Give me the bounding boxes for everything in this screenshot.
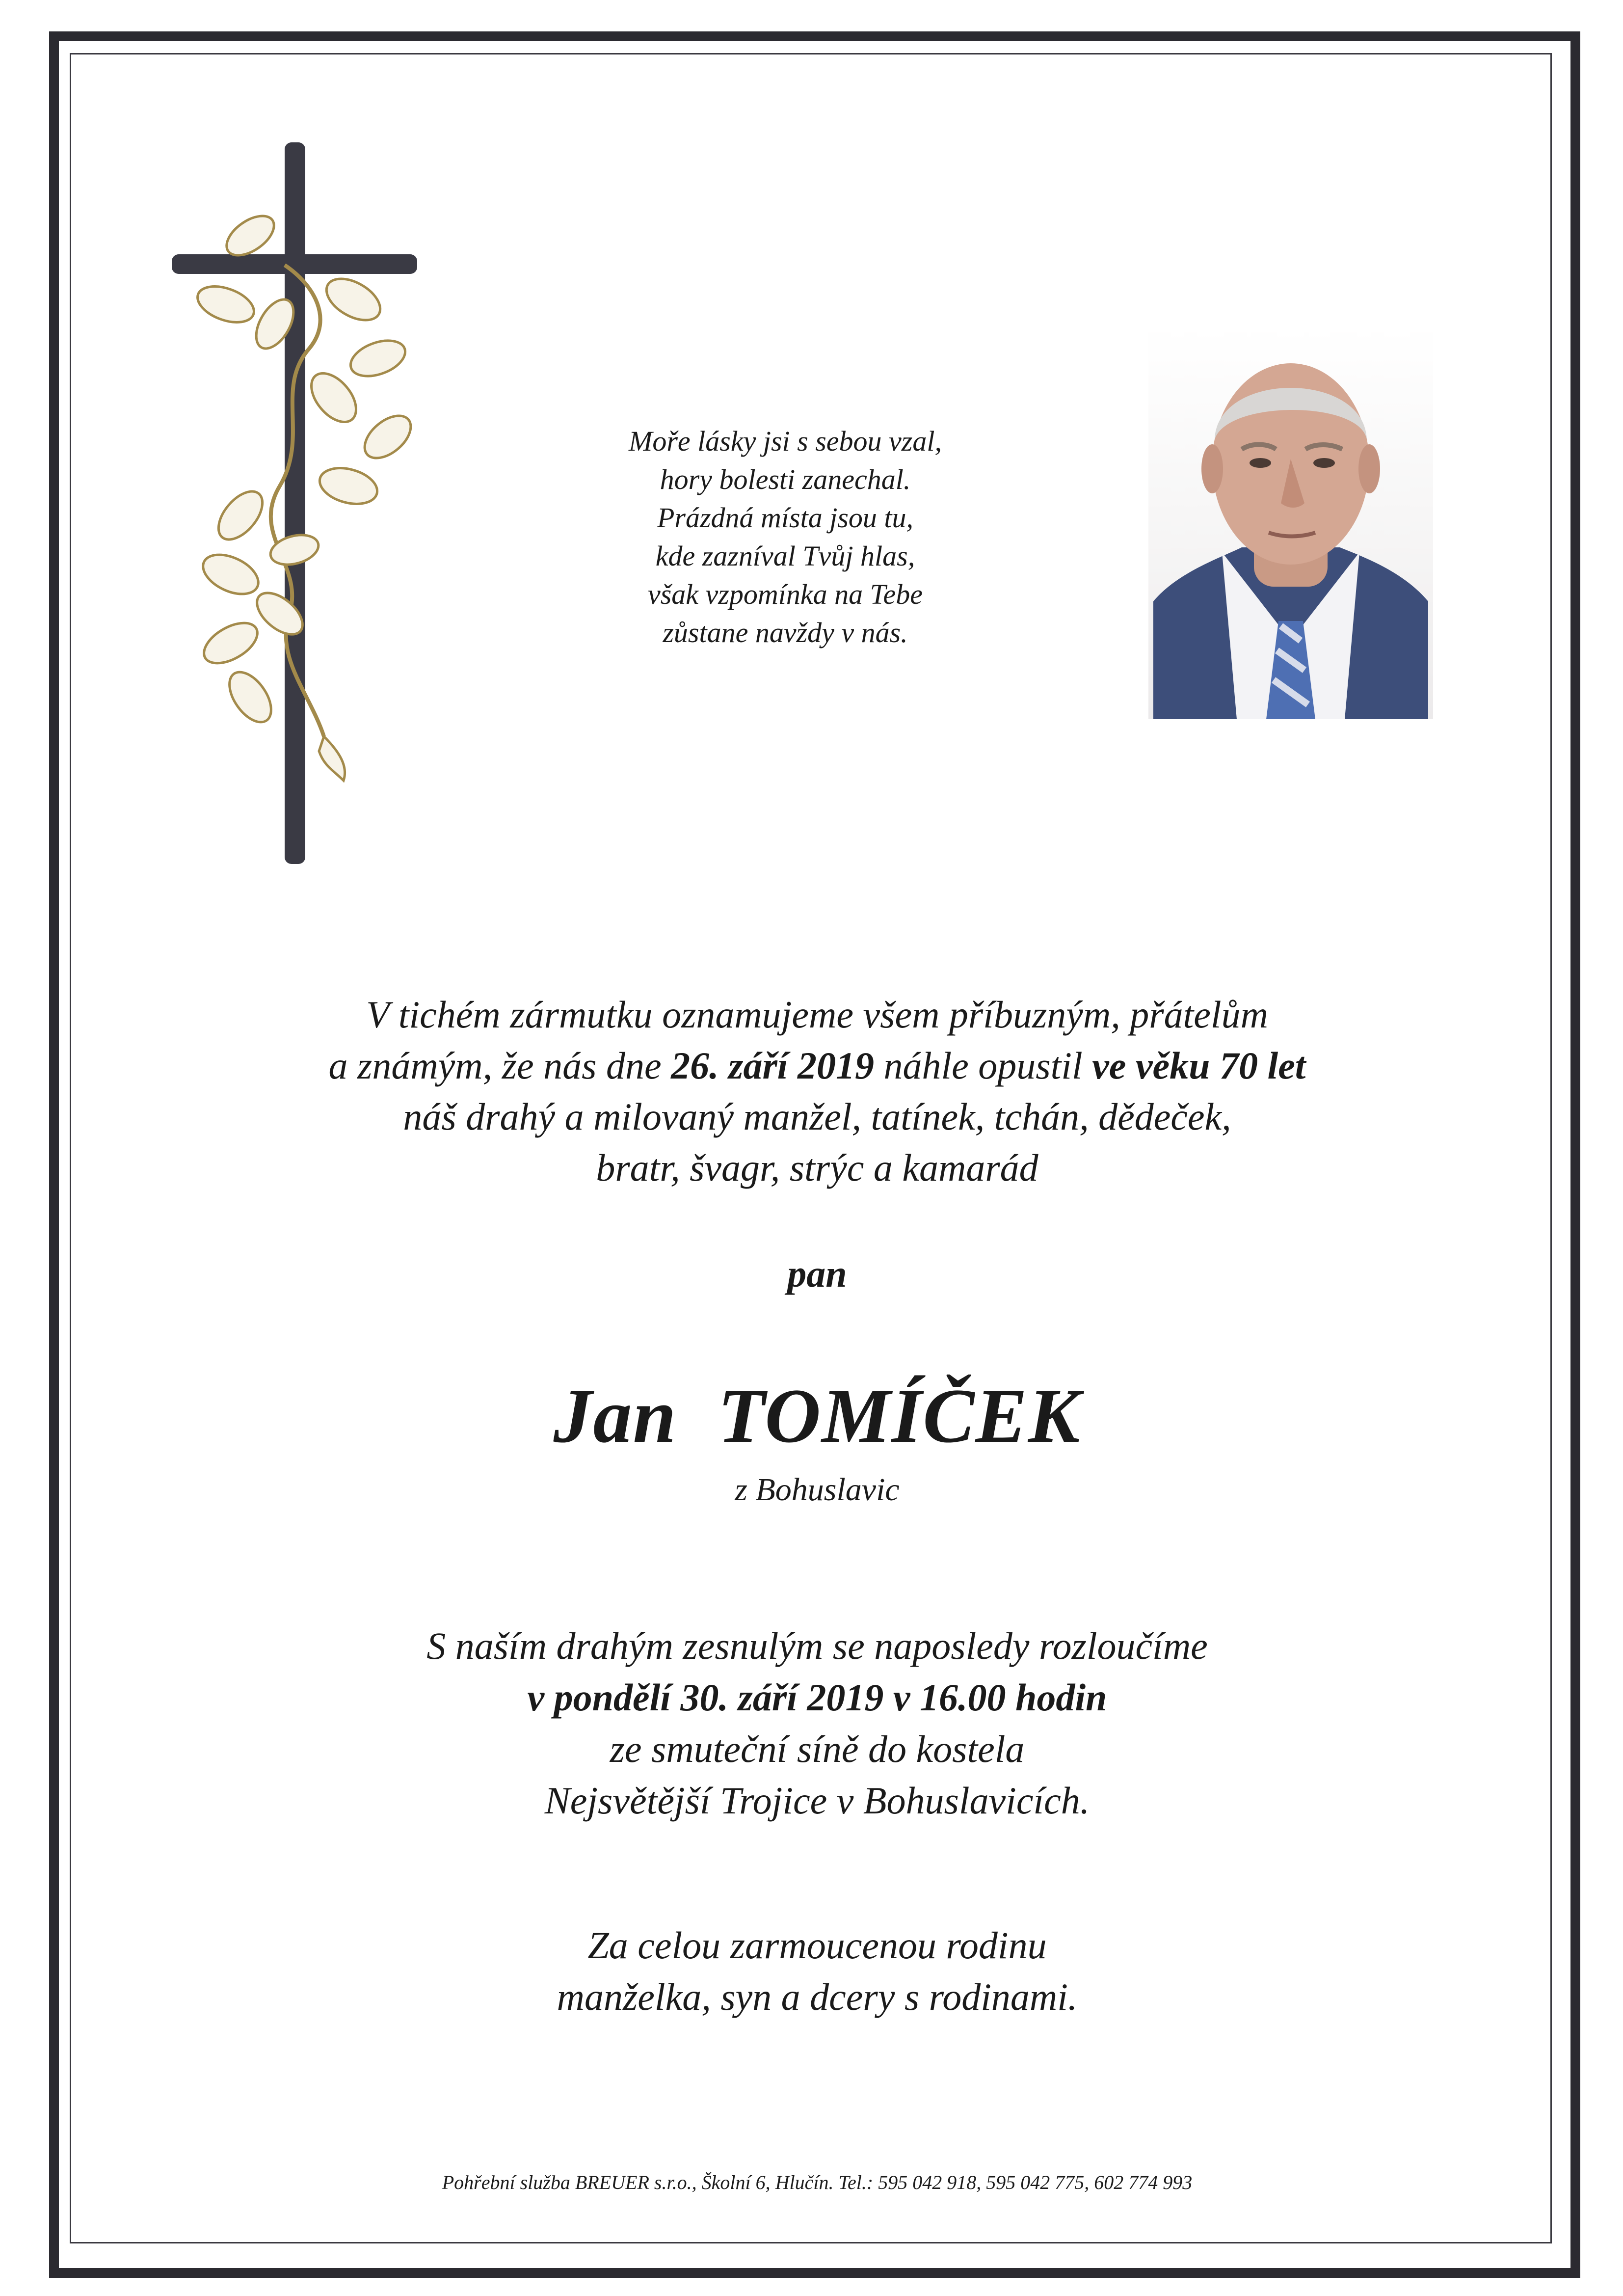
funeral-service-footer: Pohřební služba BREUER s.r.o., Školní 6, Hlučín. Tel.: 595 042 918, 595 042 775, 602 774 993 xyxy=(442,2171,1193,2193)
announcement-line-1: V tichém zármutku oznamujeme všem příbuzným, přátelům xyxy=(366,993,1268,1036)
deceased-origin: z Bohuslavic xyxy=(735,1472,900,1508)
family-line-1: Za celou zarmoucenou rodinu xyxy=(587,1924,1047,1967)
announcement-line-4: bratr, švagr, strýc a kamarád xyxy=(596,1146,1038,1189)
poem-line: Moře lásky jsi s sebou vzal, xyxy=(629,425,942,457)
funeral-date-time: v pondělí 30. září 2019 v 16.00 hodin xyxy=(527,1676,1107,1719)
announcement-line-2 xyxy=(196,1040,1438,1091)
honorific: pan xyxy=(787,1252,847,1295)
cross-with-vine-icon xyxy=(162,142,437,864)
poem-line: hory bolesti zanechal. xyxy=(660,463,911,495)
funeral-location: Nejsvětější Trojice v Bohuslavicích. xyxy=(544,1779,1090,1822)
funeral-info xyxy=(245,1620,1389,1826)
funeral-line-3: ze smuteční síně do kostela xyxy=(610,1728,1025,1770)
announcement-line-2-middle: náhle opustil xyxy=(883,1044,1083,1087)
poem-line: však vzpomínka na Tebe xyxy=(647,578,923,610)
death-announcement xyxy=(196,989,1438,1193)
death-date: 26. září 2019 xyxy=(671,1044,874,1087)
poem xyxy=(564,422,1006,652)
poem-line: kde zazníval Tvůj hlas, xyxy=(655,540,915,572)
announcement-line-3: náš drahý a milovaný manžel, tatínek, tchán, dědeček, xyxy=(403,1095,1231,1138)
announcement-line-2-start: a známým, že nás dne xyxy=(328,1044,662,1087)
poem-line: zůstane navždy v nás. xyxy=(663,617,908,648)
portrait-photo xyxy=(1148,326,1433,719)
deceased-name: Jan TOMÍČEK xyxy=(553,1373,1081,1459)
funeral-line-1: S naším drahým zesnulým se naposledy rozloučíme xyxy=(426,1624,1208,1667)
poem-line: Prázdná místa jsou tu, xyxy=(657,502,914,534)
age-at-death: ve věku 70 let xyxy=(1092,1044,1306,1087)
family-line-2: manželka, syn a dcery s rodinami. xyxy=(557,1975,1078,2018)
family-signature xyxy=(344,1919,1291,2023)
